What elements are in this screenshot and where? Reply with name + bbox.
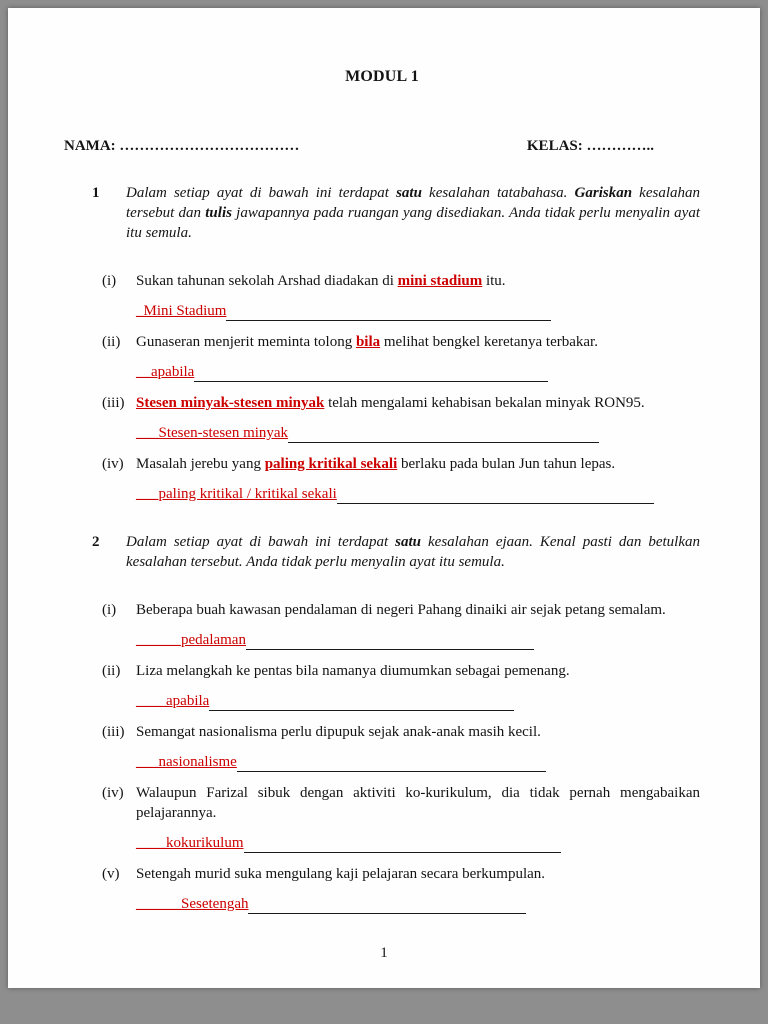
page-title: MODUL 1 [345, 68, 419, 85]
bold-word: satu [395, 534, 422, 550]
text-run: jawapannya pada ruangan yang disediakan. Anda tidak perlu menyalin ayat itu semula. [126, 205, 701, 241]
answer-row [136, 423, 599, 443]
item-sentence [136, 393, 700, 413]
text-run: kesalahan tersebut dan [126, 185, 700, 221]
answer-text: _Mini Stadium [136, 303, 227, 319]
item-row [102, 661, 700, 681]
section-header [92, 183, 700, 243]
sections [64, 183, 700, 914]
answer-line [226, 301, 551, 321]
section-items [102, 271, 700, 504]
item-sentence [136, 783, 700, 823]
text-run: Semangat nasionalisma perlu dipupuk sejak anak-anak masih kecil. [136, 724, 541, 740]
answer-line [244, 833, 562, 853]
section-number: 2 [92, 534, 100, 550]
item-sentence [136, 864, 700, 884]
item-numeral: (i) [102, 273, 117, 289]
name-kelas-row [64, 138, 700, 155]
item-sentence [136, 722, 700, 742]
item-sentence [136, 661, 700, 681]
item-row [102, 600, 700, 620]
item-row [102, 332, 700, 352]
nama-field: NAMA: ……………………………… [64, 138, 300, 154]
answer-row [136, 362, 548, 382]
section-items [102, 600, 700, 914]
answer-text: ____apabila [136, 693, 210, 709]
answer-row [136, 301, 551, 321]
item-sentence [136, 600, 700, 620]
document-page [8, 8, 760, 988]
answer-line [194, 362, 548, 382]
answer-line [209, 691, 514, 711]
text-run: Setengah murid suka mengulang kaji pelajaran secara berkumpulan. [136, 866, 546, 882]
item-numeral: (iii) [102, 724, 125, 740]
answer-row [136, 484, 654, 504]
text-run: berlaku pada bulan Jun tahun lepas. [397, 456, 616, 472]
section-instruction [126, 532, 700, 572]
question-item [102, 332, 700, 382]
error-word: Stesen minyak-stesen minyak [136, 395, 325, 411]
text-run: itu. [482, 273, 506, 289]
question-item [102, 864, 700, 914]
answer-line [288, 423, 599, 443]
text-run: Sukan tahunan sekolah Arshad diadakan di [136, 273, 398, 289]
question-item [102, 271, 700, 321]
text-run: Masalah jerebu yang [136, 456, 265, 472]
text-run: Liza melangkah ke pentas bila namanya diumumkan sebagai pemenang. [136, 663, 570, 679]
bold-word: tulis [205, 205, 232, 221]
item-row [102, 393, 700, 413]
answer-line [337, 484, 654, 504]
item-numeral: (v) [102, 866, 120, 882]
question-item [102, 722, 700, 772]
text-run: Dalam setiap ayat di bawah ini terdapat [126, 185, 397, 201]
item-sentence [136, 454, 700, 474]
item-numeral: (ii) [102, 663, 121, 679]
text-run: Walaupun Farizal sibuk dengan aktiviti ko-kurikulum, dia tidak pernah mengabaikan pelajarannya. [136, 785, 700, 821]
item-numeral: (iv) [102, 785, 124, 801]
error-word: mini stadium [397, 273, 483, 289]
item-sentence [136, 271, 700, 291]
question-item [102, 783, 700, 853]
item-row [102, 864, 700, 884]
answer-row [136, 833, 561, 853]
item-row [102, 783, 700, 823]
answer-line [246, 630, 534, 650]
item-row [102, 722, 700, 742]
item-numeral: (iii) [102, 395, 125, 411]
answer-row [136, 894, 526, 914]
item-numeral: (ii) [102, 334, 121, 350]
text-run: melihat bengkel keretanya terbakar. [380, 334, 598, 350]
question-item [102, 661, 700, 711]
item-row [102, 271, 700, 291]
answer-line [248, 894, 526, 914]
page-number: 1 [380, 945, 388, 961]
question-item [102, 393, 700, 443]
text-run: Beberapa buah kawasan pendalaman di negeri Pahang dinaiki air sejak petang semalam. [136, 602, 666, 618]
item-numeral: (iv) [102, 456, 124, 472]
section [64, 532, 700, 914]
answer-text: __apabila [136, 364, 195, 380]
answer-text: ______Sesetengah [136, 896, 249, 912]
item-numeral: (i) [102, 602, 117, 618]
item-row [102, 454, 700, 474]
section-instruction [126, 183, 700, 243]
question-item [102, 600, 700, 650]
item-sentence [136, 332, 700, 352]
text-run: Gunaseran menjerit meminta tolong [136, 334, 356, 350]
text-run: telah mengalami kehabisan bekalan minyak RON95. [324, 395, 645, 411]
answer-text: ___paling kritikal / kritikal sekali [136, 486, 337, 502]
answer-row [136, 752, 546, 772]
section [64, 183, 700, 504]
text-run: Dalam setiap ayat di bawah ini terdapat [126, 534, 396, 550]
kelas-field: KELAS: ………….. [526, 138, 654, 154]
answer-text: ___Stesen-stesen minyak [136, 425, 289, 441]
error-word: paling kritikal sekali [264, 456, 398, 472]
section-number: 1 [92, 185, 100, 201]
section-header [92, 532, 700, 572]
bold-word: satu [396, 185, 422, 201]
answer-row [136, 630, 534, 650]
answer-text: ____kokurikulum [136, 835, 244, 851]
question-item [102, 454, 700, 504]
bold-word: Gariskan [574, 185, 633, 201]
answer-text: ___nasionalisme [136, 754, 237, 770]
text-run: kesalahan tatabahasa. [421, 185, 575, 201]
answer-row [136, 691, 514, 711]
answer-line [237, 752, 546, 772]
answer-text: ______pedalaman [136, 632, 246, 648]
error-word: bila [355, 334, 381, 350]
text-run: kesalahan ejaan. Kenal pasti dan betulkan kesalahan tersebut. Anda tidak perlu menyalin ayat itu semula. [126, 534, 700, 570]
